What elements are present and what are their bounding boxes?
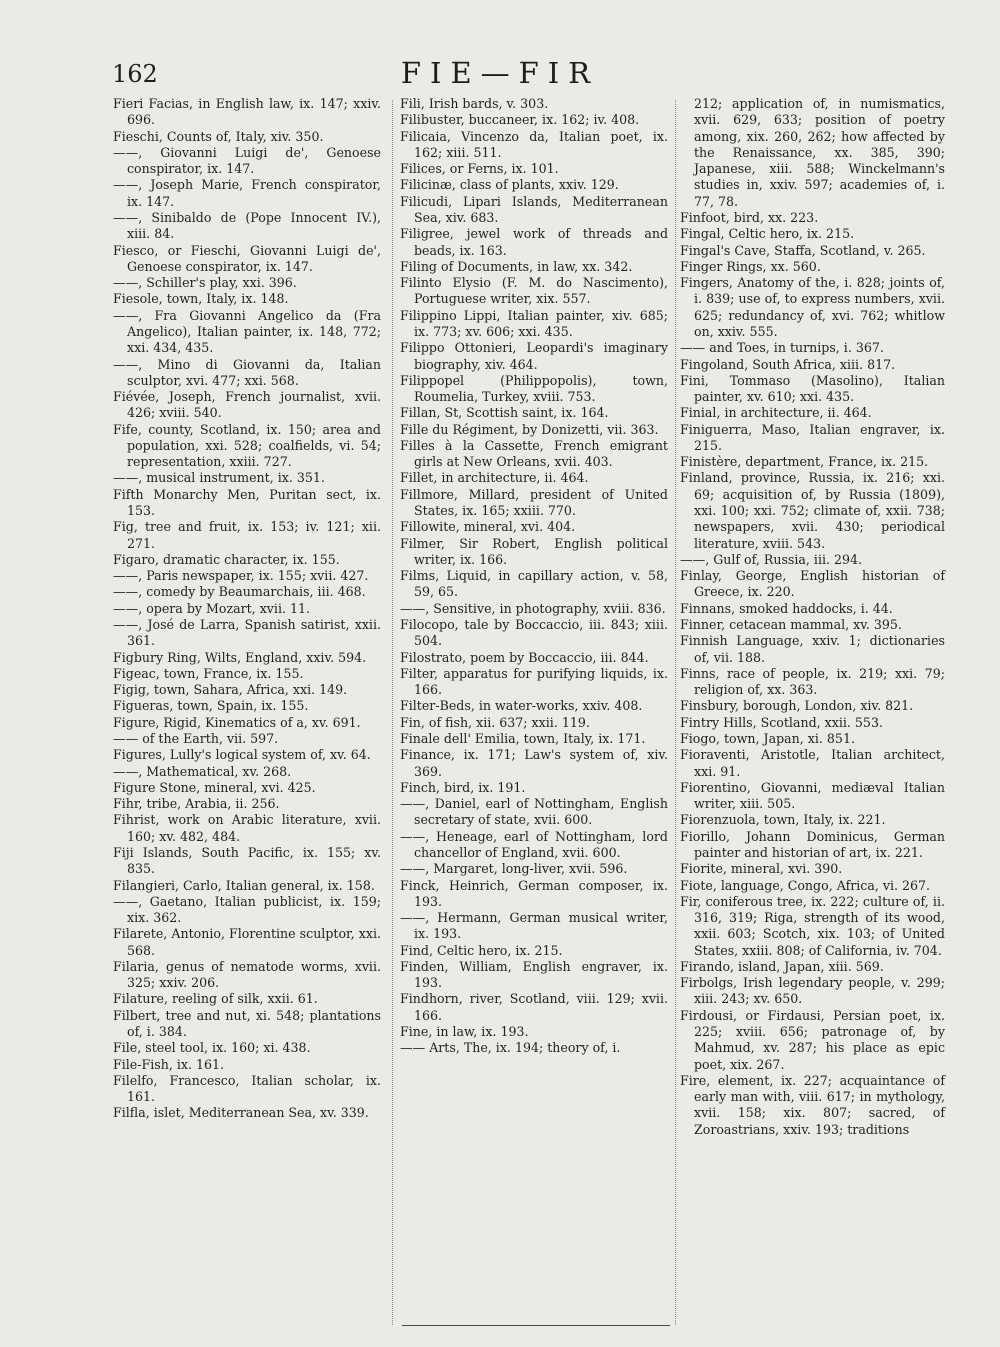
running-head: FIE—FIR [400, 56, 600, 90]
index-entry: Finlay, George, English historian of Greece, ix. 220. [680, 568, 945, 600]
index-entry: Fiote, language, Congo, Africa, vi. 267. [680, 877, 931, 893]
index-entry: ——, Mathematical, xv. 268. [113, 763, 292, 779]
index-entry: ——, opera by Mozart, xvii. 11. [113, 600, 311, 616]
index-entry: Fiesole, town, Italy, ix. 148. [113, 291, 289, 307]
index-entry: Finck, Heinrich, German composer, ix. 193. [400, 877, 668, 909]
index-column-middle [400, 96, 668, 1057]
index-entry: Filippo Ottonieri, Leopardi's imaginary biography, xiv. 464. [400, 340, 668, 372]
index-entry: Finsbury, borough, London, xiv. 821. [680, 698, 914, 714]
index-entry: ——, Joseph Marie, French conspirator, ix. 147. [113, 177, 381, 209]
index-entry: Finch, bird, ix. 191. [400, 779, 526, 795]
index-entry: File, steel tool, ix. 160; xi. 438. [113, 1040, 311, 1056]
index-entry: Finistère, department, France, ix. 215. [680, 454, 929, 470]
index-entry: Finiguerra, Maso, Italian engraver, ix. 215. [680, 421, 945, 453]
index-entry: Finden, William, English engraver, ix. 193. [400, 958, 668, 991]
index-entry: Finfoot, bird, xx. 223. [680, 209, 819, 225]
index-entry: Filostrato, poem by Boccaccio, iii. 844. [400, 649, 649, 665]
index-entry: Filippopel (Philippopolis), town, Roumelia, Turkey, xviii. 753. [400, 372, 668, 405]
index-entry: Fillet, in architecture, ii. 464. [400, 470, 589, 486]
index-entry: Finale dell' Emilia, town, Italy, ix. 171. [400, 730, 646, 746]
bottom-rule [402, 1325, 670, 1326]
index-entry: Fifth Monarchy Men, Puritan sect, ix. 153. [113, 486, 381, 519]
index-entry: Filaria, genus of nematode worms, xvii. 325; xxiv. 206. [113, 958, 381, 991]
index-entry: ——, musical instrument, ix. 351. [113, 470, 325, 486]
index-entry: Finner, cetacean mammal, xv. 395. [680, 617, 902, 632]
index-entry: Fini, Tommaso (Masolino), Italian painter, xv. 610; xxi. 435. [680, 372, 945, 405]
index-entry: Figeac, town, France, ix. 155. [113, 665, 304, 681]
index-entry: Filelfo, Francesco, Italian scholar, ix. 161. [113, 1072, 381, 1105]
index-entry: Filter, apparatus for purifying liquids, ix. 166. [400, 665, 668, 698]
column-rule [675, 100, 676, 1325]
index-entry: Fille du Régiment, by Donizetti, vii. 363. [400, 421, 659, 437]
index-entry: Fig, tree and fruit, ix. 153; iv. 121; xii. 271. [113, 519, 381, 551]
index-entry: Fiorite, mineral, xvi. 390. [680, 861, 843, 877]
index-entry: Filles à la Cassette, French emigrant girls at New Orleans, xvii. 403. [400, 437, 668, 470]
index-entry: Find, Celtic hero, ix. 215. [400, 942, 563, 958]
index-entry: Fin, of fish, xii. 637; xxii. 119. [400, 714, 590, 730]
index-entry: ——, Fra Giovanni Angelico da (Fra Angelico), Italian painter, ix. 148, 772; xxi. 434, 435. [113, 307, 381, 356]
index-entry: Firbolgs, Irish legendary people, v. 299; xiii. 243; xv. 650. [680, 975, 945, 1007]
index-entry: Finial, in architecture, ii. 464. [680, 405, 872, 421]
index-entry: Finger Rings, xx. 560. [680, 258, 821, 274]
index-entry: Fiji Islands, South Pacific, ix. 155; xv. 835. [113, 844, 381, 877]
index-entry: ——, Mino di Giovanni da, Italian sculptor, xvi. 477; xxi. 568. [113, 356, 381, 388]
index-entry: ——, Giovanni Luigi de', Genoese conspirator, ix. 147. [113, 144, 381, 177]
index-entry: Fingal's Cave, Staffa, Scotland, v. 265. [680, 242, 926, 258]
index-entry: Finance, ix. 171; Law's system of, xiv. 369. [400, 747, 668, 779]
index-entry: ——, Sinibaldo de (Pope Innocent IV.), xiii. 84. [113, 209, 381, 242]
index-entry: 212; application of, in numismatics, xvii. 629, 633; position of poetry among, xix. 260, 262; how affected by the Renaissance, xx. 385, 390; Japanese, xiii. 588; Winckelmann's studies in, xxiv. 597; academies of, i. 77, 78. [694, 96, 945, 209]
index-entry: ——, Daniel, earl of Nottingham, English secretary of state, xvii. 600. [400, 796, 668, 828]
index-entry: Filarete, Antonio, Florentine sculptor, xxi. 568. [113, 926, 381, 958]
index-entry: Filing of Documents, in law, xx. 342. [400, 258, 633, 274]
index-entry: Finland, province, Russia, ix. 216; xxi. 69; acquisition of, by Russia (1809), xxi. 100; xxi. 752; climate of, xxii. 738; newspapers, xvii. 430; periodical literature, xviii. 543. [680, 470, 945, 551]
index-entry: Figueras, town, Spain, ix. 155. [113, 698, 309, 714]
index-entry: Filices, or Ferns, ix. 101. [400, 161, 559, 177]
index-entry: ——, Hermann, German musical writer, ix. 193. [400, 910, 668, 942]
index-entry: Filibuster, buccaneer, ix. 162; iv. 408. [400, 112, 640, 128]
index-entry: Fingoland, South Africa, xiii. 817. [680, 356, 896, 372]
index-entry: Fine, in law, ix. 193. [400, 1024, 529, 1040]
index-entry: Fillowite, mineral, xvi. 404. [400, 519, 576, 535]
index-entry: Finnish Language, xxiv. 1; dictionaries of, vii. 188. [680, 633, 945, 665]
index-entry: ——, Schiller's play, xxi. 396. [113, 275, 297, 291]
index-entry: Filicinæ, class of plants, xxiv. 129. [400, 177, 619, 193]
index-entry: Figig, town, Sahara, Africa, xxi. 149. [113, 682, 348, 698]
index-entry: Fire, element, ix. 227; acquaintance of early man with, viii. 617; in mythology, xvii. 158; xix. 807; sacred, of Zoroastrians, xxiv. 193; traditions [680, 1072, 945, 1137]
index-entry: Fihrist, work on Arabic literature, xvii. 160; xv. 482, 484. [113, 812, 381, 844]
index-entry: Fioraventi, Aristotle, Italian architect, xxi. 91. [680, 747, 945, 779]
index-entry: Fillan, St, Scottish saint, ix. 164. [400, 405, 609, 421]
index-entry: Filigree, jewel work of threads and beads, ix. 163. [400, 226, 668, 258]
index-entry: Fife, county, Scotland, ix. 150; area and population, xxi. 528; coalfields, vi. 54; representation, xxiii. 727. [113, 421, 381, 470]
index-entry: Fiorillo, Johann Dominicus, German painter and historian of art, ix. 221. [680, 828, 945, 860]
index-entry: Fintry Hills, Scotland, xxii. 553. [680, 714, 883, 730]
index-entry: Figbury Ring, Wilts, England, xxiv. 594. [113, 649, 367, 665]
index-entry: Filter-Beds, in water-works, xxiv. 408. [400, 698, 643, 714]
index-entry: Firdousi, or Firdausi, Persian poet, ix. 225; xviii. 656; patronage of, by Mahmud, xv. 287; his place as epic poet, xix. 267. [680, 1007, 945, 1072]
index-entry: Figaro, dramatic character, ix. 155. [113, 551, 340, 567]
index-entry: Fir, coniferous tree, ix. 222; culture of, ii. 316, 319; Riga, strength of its wood, xxii. 603; Scotch, xix. 103; of United States, xxiii. 808; of California, iv. 704. [680, 893, 945, 958]
index-entry: File-Fish, ix. 161. [113, 1056, 225, 1072]
index-entry: Filinto Elysio (F. M. do Nascimento), Portuguese writer, xix. 557. [400, 275, 668, 307]
index-entry: Fiogo, town, Japan, xi. 851. [680, 730, 855, 746]
index-entry: Finnans, smoked haddocks, i. 44. [680, 600, 893, 616]
index-entry: Fiévée, Joseph, French journalist, xvii. 426; xviii. 540. [113, 389, 381, 421]
index-entry: Filmer, Sir Robert, English political writer, ix. 166. [400, 535, 668, 567]
index-entry: Figures, Lully's logical system of, xv. 64. [113, 747, 371, 763]
index-entry: Fillmore, Millard, president of United States, ix. 165; xxiii. 770. [400, 486, 668, 519]
index-entry: Findhorn, river, Scotland, viii. 129; xvii. 166. [400, 991, 668, 1023]
index-entry: Filbert, tree and nut, xi. 548; plantations of, i. 384. [113, 1007, 381, 1040]
index-column-right [680, 96, 945, 1138]
index-column-left [113, 96, 381, 1122]
page-number: 162 [112, 60, 158, 88]
index-entry: ——, Paris newspaper, ix. 155; xvii. 427. [113, 568, 369, 584]
index-entry: ——, Gulf of, Russia, iii. 294. [680, 551, 863, 567]
index-entry: ——, Sensitive, in photography, xviii. 836. [400, 600, 666, 616]
index-entry: Fieschi, Counts of, Italy, xiv. 350. [113, 128, 324, 144]
index-entry: Filocopo, tale by Boccaccio, iii. 843; xiii. 504. [400, 617, 668, 649]
index-entry: —— and Toes, in turnips, i. 367. [680, 340, 884, 356]
index-entry: Filangieri, Carlo, Italian general, ix. 158. [113, 877, 375, 893]
index-entry: Filicaia, Vincenzo da, Italian poet, ix. 162; xiii. 511. [400, 128, 668, 160]
index-entry: Fiorentino, Giovanni, mediæval Italian writer, xiii. 505. [680, 779, 945, 812]
index-entry: Films, Liquid, in capillary action, v. 58, 59, 65. [400, 568, 668, 600]
index-entry: Filature, reeling of silk, xxii. 61. [113, 991, 318, 1007]
index-entry: —— Arts, The, ix. 194; theory of, i. [400, 1040, 621, 1056]
index-entry: Finns, race of people, ix. 219; xxi. 79; religion of, xx. 363. [680, 665, 945, 698]
index-entry: Figure Stone, mineral, xvi. 425. [113, 779, 316, 795]
index-entry: Filfla, islet, Mediterranean Sea, xv. 339. [113, 1105, 369, 1121]
index-entry: ——, Heneage, earl of Nottingham, lord chancellor of England, xvii. 600. [400, 828, 668, 860]
index-entry: Figure, Rigid, Kinematics of a, xv. 691. [113, 714, 361, 730]
index-entry: Fiesco, or Fieschi, Giovanni Luigi de', Genoese conspirator, ix. 147. [113, 242, 381, 274]
index-entry: Filicudi, Lipari Islands, Mediterranean Sea, xiv. 683. [400, 193, 668, 225]
index-entry: Firando, island, Japan, xiii. 569. [680, 958, 884, 974]
index-entry: ——, comedy by Beaumarchais, iii. 468. [113, 584, 366, 600]
index-entry: Fingal, Celtic hero, ix. 215. [680, 226, 855, 242]
index-entry: Fili, Irish bards, v. 303. [400, 96, 549, 111]
index-entry: Fihr, tribe, Arabia, ii. 256. [113, 796, 280, 812]
index-entry: Filippino Lippi, Italian painter, xiv. 685; ix. 773; xv. 606; xxi. 435. [400, 307, 668, 339]
index-entry: ——, Gaetano, Italian publicist, ix. 159; xix. 362. [113, 893, 381, 926]
index-entry: Fieri Facias, in English law, ix. 147; xxiv. 696. [113, 96, 381, 128]
index-entry: ——, José de Larra, Spanish satirist, xxii. 361. [113, 617, 381, 649]
index-entry: Fingers, Anatomy of the, i. 828; joints of, i. 839; use of, to express numbers, xvii. 625; redundancy of, xvi. 762; whitlow on, xxiv. 555. [680, 275, 945, 339]
column-rule [392, 100, 393, 1325]
index-entry: —— of the Earth, vii. 597. [113, 730, 279, 746]
index-entry: Fiorenzuola, town, Italy, ix. 221. [680, 812, 886, 828]
index-entry: ——, Margaret, long-liver, xvii. 596. [400, 861, 628, 877]
